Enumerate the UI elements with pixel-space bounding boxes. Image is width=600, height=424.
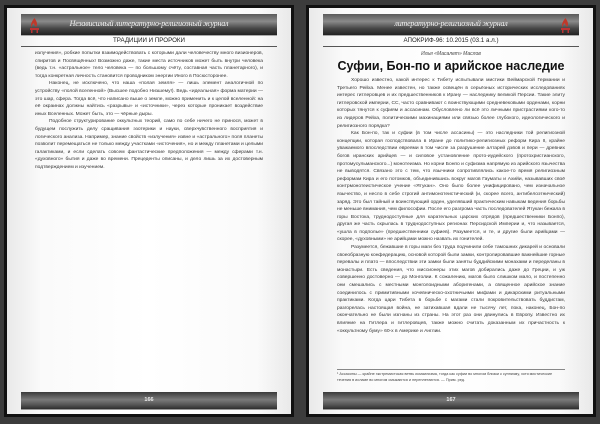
article-author: Илья «Масалет» Маслов — [421, 51, 481, 57]
page-number: 166 — [144, 397, 154, 403]
section-heading: ТРАДИЦИИ И ПРОРОКИ — [21, 37, 277, 47]
journal-title: Независимый литературно-религиозный журнал — [69, 19, 229, 28]
header-band — [21, 14, 277, 36]
paragraph: Наконец, не исключено, что наша «полая земля» — лишь элемент аналогичной по устройству «полой вселенной» (Высшее подобно Низшему!). Ведь «идеальная» форма материи — это шар, сфера. Тогда всё, что написано выше о земле, можно применить и к целой вселенной: на её окраинах должны найтись «разрывы» и «источники», через которые проникает воздействие иных Вселенных. Может быть, это — чёрные дыры. — [35, 81, 263, 117]
footer-band — [323, 392, 579, 410]
journal-logo-icon — [558, 17, 573, 33]
paragraph: Хорошо известно, какой интерес к Тибету испытывали мистики Веймарской Германии и Третьего Рейха. Менее известен, но также освещён в серьёзных исторических исследованиях интерес гитлеровцев и их предшественников к Ирану — наследнику великой Персии. Такие элиту гитлеровской империи, СС, часто сравнивают с воинствующими средневековыми орденами, корни которых тянутся к суфиям и ассасинам. Обусловлено ли всё это личными пристрастиями кого-то из лидеров Рейха, политическими махинациями или связью более глубокого, идеологического и религиозного порядка? — [337, 78, 565, 129]
article-body — [35, 50, 263, 172]
footnote: ¹ Ассасины — крайне экстремистская ветвь исмаилизма, тогда как суфии во многом близки к суннизму, хотя мистические течения в исламе во многом смыкаются и переплетаются. — Прим. ред. — [337, 369, 565, 383]
paragraph: Как Бон-по, так и суфии (в том числе ассасины) — это наследники той религиозной концепции, которая господствовала в Иране до политико-религиозных реформ Кира II, крайне уважаемого впоследствии евреями в том числе за разрушение алтарей дэвов и пери — древних богов иранских арийцев — и силовое установление прото-иудейского (протохристианского, протомусульманского...) монотеизма. Но корни Бонпо и суфизма напрямую из арийского язычества не выводятся. Связано это с тем, что язычники сопротивлялись какое-то время религиозным реформам Кира и его потомков, объединившись вокруг магов Гауматы и Ахийи, называвших своё контрмонотеистическое учение «Ятукан». Оно было более унифицировано, чем изначальное язычество, и несло в себе строгий антимонотеистический (и, скорее всего, антибелоэтнический) заряд. Это был тайный и воинствующий орден, уделявший практическим навыкам ведения борьбы не меньше внимания, чем философии. После его разгрома часть последователей Ятукан бежала в горы Востока, труднодоступные для карательных царских отрядов (предшественники Бонпо), другая же часть скрылась в труднодоступных регионах Персидской Империи и, что называется, «ушла в подполье» (предшественники суфиев). Разумеется, и те, и другие были арийцами — скорее, «духовными» не арийцами можно назвать их гонителей. — [337, 131, 565, 243]
left-page — [7, 8, 291, 414]
right-page — [309, 8, 593, 414]
article-title: Суфии, Бон-по и арийское наследие — [337, 59, 565, 73]
footer-band — [21, 392, 277, 410]
paragraph: Подобное структурирование оккультных теорий, само по себе ничего не принося, может в будущем послужить делу сращивания эзотерики и науки, сверхчувственного восприятия и логического анализа. Например, знание свойств «излучения» извне и «астрального» поля планеты позволит перемещаться не только между участками «источения», но и между планетами и целыми галактиками, и если сделать совсем фантастические предположения — между сферами т.н. «духовного» бытия и даже во времени. Прецеденты описаны, и дело лишь за их достоверным подтверждением и изучением. — [35, 119, 263, 170]
paragraph: излучения», робкие попытки взаимодействовать с которыми дали человечеству много визионеров, спиритов и Посвящённых! Возможно даже, такие места источников может быть внутри человека (ведь т.н. «астральное» тело человека — по большому счёту, составная часть планетарного), и тогда конкретная личность становится проводником энергии Иного в Посюсторонее. — [35, 51, 263, 79]
page-number: 167 — [446, 397, 456, 403]
article-body — [337, 77, 565, 335]
issue-info: АПОКРИФ-96: 10.2015 (03.1 а.л.) — [323, 37, 579, 47]
paragraph: Разумеется, бежавшие в горы маги без труда подчинили себе тамошних дикарей и основали своеобразную конфедерацию, основой которой были замки, контролировавшие важнейшие горные перевалы и плато — впоследствии эти замки были заняты буддийскими монахами и переделаны в монастыри. Есть сведения, что миссионеры этих магов добирались даже до Греции, и уж совершенно достоверно — до Монголии. К сожалению, магов было слишком мало, и постепенно они смешались с местными монголоидными аборигенами, а священное арийское знание соединилось с примитивными кочевническо-охотничьими мифами и дикарскими ритуальными практиками. Когда цари Тибета в борьбе с магами стали покровительствовать буддистам, разгорелась настоящая война, не затихавшая вдали не тысячу лет, пока, наконец, Бон-по окончательно не были изгнаны из страны. На этот раз они двинулись в Европу. Известно их влияние на Гитлера и гитлеровцев, также можно считать доказанным их причастность к «оккультному буму» 60-х в Америке и Англии. — [337, 245, 565, 334]
header-band — [323, 14, 579, 36]
journal-title: литературно-религиозный журнал — [394, 19, 508, 28]
